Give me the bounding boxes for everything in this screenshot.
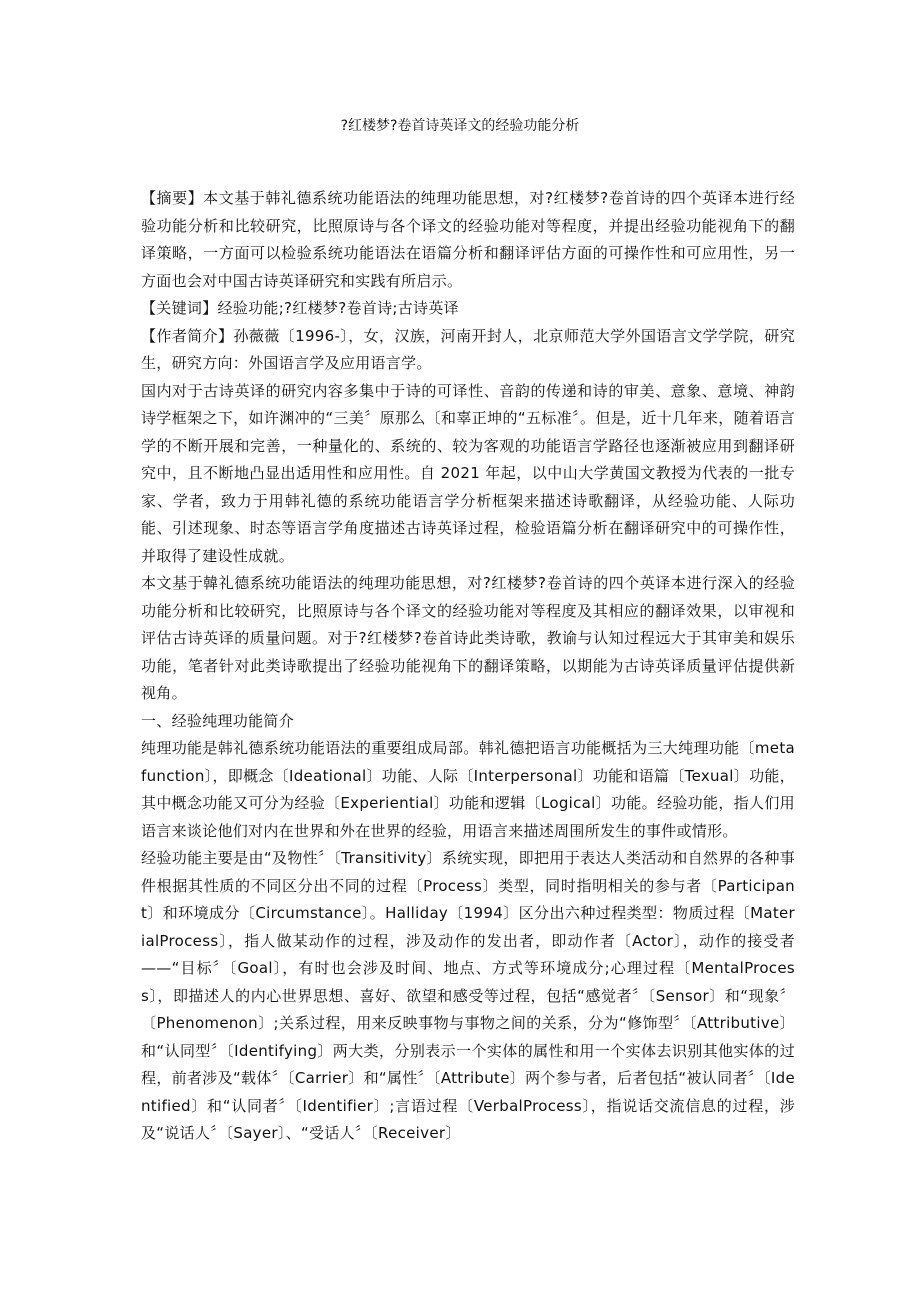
body-paragraph: 国内对于古诗英译的研究内容多集中于诗的可译性、音韵的传递和诗的审美、意象、意境、神韵诗学框架之下，如许渊冲的“三美〞原那么〔和辜正坤的“五标准〞。但是，近十几年来，随着语言学的不断开展和完善，一种量化的、系统的、较为客观的功能语言学路径也逐渐被应用到翻译研究中，且不断地凸显出适用性和应用性。自 2021 年起，以中山大学黄国文教授为代表的一批专家、学者，致力于用韩礼德的系统功能语言学分析框架来描述诗歌翻译，从经验功能、人际功能、引述现象、时态等语言学角度描述古诗英译过程，检验语篇分析在翻译研究中的可操作性，并取得了建设性成就。 bbox=[141, 381, 795, 565]
body-paragraph: 纯理功能是韩礼德系统功能语法的重要组成局部。韩礼德把语言功能概括为三大纯理功能〔metafunction〕，即概念〔Ideational〕功能、人际〔Interpersonal〕功能和语篇〔Texual〕功能，其中概念功能又可分为经验〔Experiential〕功能和逻辑〔Logical〕功能。经验功能，指人们用语言来谈论他们对内在世界和外在世界的经验，用语言来描述周围所发生的事件或情形。 bbox=[141, 739, 795, 840]
abstract-paragraph: 【摘要】本文基于韩礼德系统功能语法的纯理功能思想，对?红楼梦?卷首诗的四个英译本进行经验功能分析和比较研究，比照原诗与各个译文的经验功能对等程度，并提出经验功能视角下的翻译策略，一方面可以检验系统功能语法在语篇分析和翻译评估方面的可操作性和可应用性，另一方面也会对中国古诗英译研究和实践有所启示。 bbox=[141, 189, 795, 290]
body-paragraph: 经验功能主要是由“及物性〞〔Transitivity〕系统实现，即把用于表达人类活动和自然界的各种事件根据其性质的不同区分出不同的过程〔Process〕类型，同时指明相关的参与者〔Participant〕和环境成分〔Circumstance〕。Halliday〔1994〕区分出六种过程类型：物质过程〔MaterialProcess〕，指人做某动作的过程，涉及动作的发出者，即动作者〔Actor〕，动作的接受者——“目标〞〔Goal〕，有时也会涉及时间、地点、方式等环境成分;心理过程〔MentalProcess〕，即描述人的内心世界思想、喜好、欲望和感受等过程，包括“感觉者〞〔Sensor〕和“现象〞〔Phenomenon〕;关系过程，用来反映事物与事物之间的关系，分为“修饰型〞〔Attributive〕和“认同型〞〔Identifying〕两大类，分别表示一个实体的属性和用一个实体去识别其他实体的过程，前者涉及“载体〞〔Carrier〕和“属性〞〔Attribute〕两个参与者，后者包括“被认同者〞〔Identified〕和“认同者〞〔Identifier〕;言语过程〔VerbalProcess〕，指说话交流信息的过程，涉及“说话人〞〔Sayer〕、“受话人〞〔Receiver〕 bbox=[141, 849, 795, 1142]
body-paragraph: 本文基于韓礼德系统功能语法的纯理功能思想，对?红楼梦?卷首诗的四个英译本进行深入的经验功能分析和比较研究，比照原诗与各个译文的经验功能对等程度及其相应的翻译效果，以审视和评估古诗英译的质量问题。对于?红楼梦?卷首诗此类诗歌，教谕与认知过程远大于其审美和娱乐功能，笔者针对此类诗歌提出了经验功能视角下的翻译策略，以期能为古诗英译质量评估提供新视角。 bbox=[141, 574, 795, 702]
section-heading: 一、经验纯理功能简介 bbox=[141, 711, 295, 730]
author-bio-paragraph: 【作者简介】孙薇薇〔1996-〕，女，汉族，河南开封人，北京师范大学外国语言文学学院，研究生，研究方向：外国语言学及应用语言学。 bbox=[141, 326, 795, 372]
keywords-paragraph: 【关键词】经验功能;?红楼梦?卷首诗;古诗英译 bbox=[141, 299, 459, 317]
document-body bbox=[141, 185, 795, 1148]
document-title: ?红楼梦?卷首诗英译文的经验功能分析 bbox=[340, 118, 580, 134]
